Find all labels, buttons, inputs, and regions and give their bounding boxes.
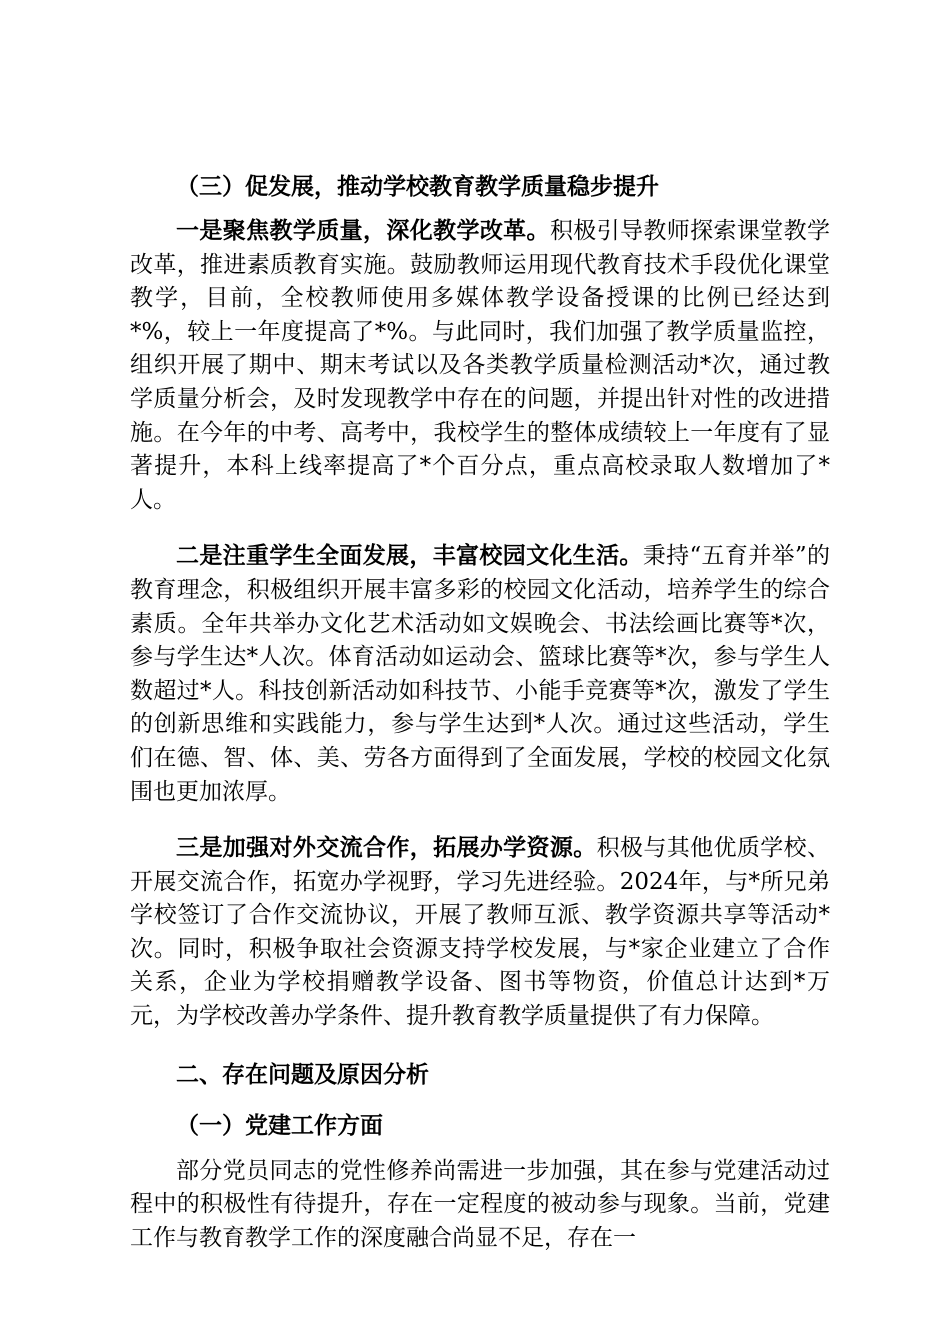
section-heading-3: （三）促发展，推动学校教育教学质量稳步提升 bbox=[176, 173, 659, 200]
paragraph-lead: 一是聚焦教学质量，深化教学改革。 bbox=[176, 217, 550, 244]
section-heading-problems: 二、存在问题及原因分析 bbox=[176, 1060, 429, 1088]
paragraph-body: 积极与其他优质学校、开展交流合作，拓宽办学视野，学习先进经验。2024年，与*所兄弟学校签订了合作交流协议，开展了教师互派、教学资源共享等活动*次。同时，积极争取社会资源支持学校发展，与*家企业建立了合作关系，企业为学校捐赠教学设备、图书等物资，价值总计达到*万元，为学校改善办学条件、提升教育教学质量提供了有力保障。 bbox=[130, 835, 831, 1030]
paragraph-teaching-quality bbox=[130, 214, 830, 517]
document-page bbox=[130, 168, 830, 1255]
paragraph-body: 积极引导教师探索课堂教学改革，推进素质教育实施。鼓励教师运用现代教育技术手段优化课堂教学，目前，全校教师使用多媒体教学设备授课的比例已经达到*%，较上一年度提高了*%。与此同时，我们加强了教学质量监控，组织开展了期中、期末考试以及各类教学质量检测活动*次，通过教学质量分析会，及时发现教学中存在的问题，并提出针对性的改进措施。在今年的中考、高考中，我校学生的整体成绩较上一年度有了显著提升，本科上线率提高了*个百分点，重点高校录取人数增加了*人。 bbox=[130, 218, 831, 513]
paragraph-party-building: 部分党员同志的党性修养尚需进一步加强，其在参与党建活动过程中的积极性有待提升，存在一定程度的被动参与现象。当前，党建工作与教育教学工作的深度融合尚显不足，存在一 bbox=[130, 1157, 830, 1251]
subsection-heading-party-building: （一）党建工作方面 bbox=[176, 1111, 383, 1139]
paragraph-lead: 三是加强对外交流合作，拓展办学资源。 bbox=[176, 834, 597, 862]
paragraph-lead: 二是注重学生全面发展，丰富校园文化生活。 bbox=[176, 542, 643, 570]
paragraph-student-development bbox=[130, 539, 830, 809]
paragraph-external-cooperation bbox=[130, 831, 830, 1034]
paragraph-body: 秉持“五育并举”的教育理念，积极组织开展丰富多彩的校园文化活动，培养学生的综合素质。全年共举办文化艺术活动如文娱晚会、书法绘画比赛等*次，参与学生达*人次。体育活动如运动会、篮球比赛等*次，参与学生人数超过*人。科技创新活动如科技节、小能手竞赛等*次，激发了学生的创新思维和实践能力，参与学生达到*人次。通过这些活动，学生们在德、智、体、美、劳各方面得到了全面发展，学校的校园文化氛围也更加浓厚。 bbox=[130, 543, 830, 805]
